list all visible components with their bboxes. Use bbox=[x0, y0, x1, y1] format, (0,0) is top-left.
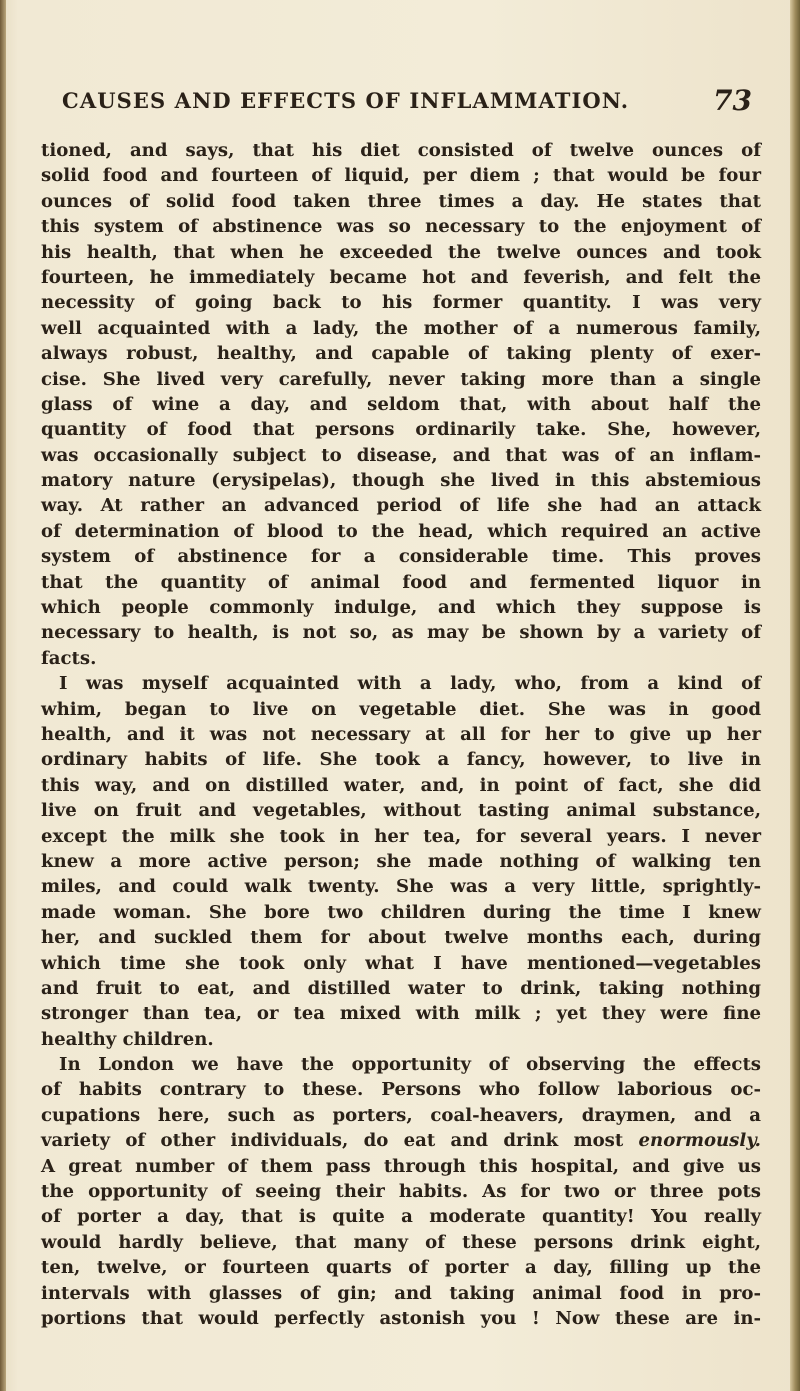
text-line: and fruit to eat, and distilled water to drink, taking nothing bbox=[41, 977, 761, 999]
text-line: ten, twelve, or fourteen quarts of porter a day, filling up the bbox=[41, 1257, 761, 1279]
text-line: ordinary habits of life. She took a fancy, however, to live in bbox=[41, 749, 761, 771]
text-line: tioned, and says, that his diet consisted of twelve ounces of bbox=[41, 140, 761, 161]
text-line: this way, and on distilled water, and, in point of fact, she did bbox=[41, 774, 761, 796]
text-line: ounces of solid food taken three times a day. He states that bbox=[41, 190, 761, 212]
text-line: portions that would perfectly astonish you ! Now these are in- bbox=[41, 1307, 761, 1329]
text-line: I was myself acquainted with a lady, who, from a kind of bbox=[59, 673, 761, 695]
text-line: cise. She lived very carefully, never taking more than a single bbox=[41, 368, 761, 390]
text-line: stronger than tea, or tea mixed with milk ; yet they were fine bbox=[41, 1003, 761, 1025]
text-line: cupations here, such as porters, coal-heavers, draymen, and a bbox=[41, 1104, 761, 1126]
text-line: her, and suckled them for about twelve months each, during bbox=[41, 927, 761, 949]
text-line: made woman. She bore two children during the time I knew bbox=[41, 901, 761, 923]
text-line-main: variety of other individuals, do eat and drink most bbox=[41, 1130, 624, 1152]
text-line: solid food and fourteen of liquid, per diem ; that would be four bbox=[41, 165, 761, 187]
page-left-edge bbox=[0, 0, 6, 1391]
text-line: facts. bbox=[41, 647, 97, 669]
body-text bbox=[41, 138, 761, 1331]
text-line: health, and it was not necessary at all for her to give up her bbox=[41, 723, 761, 745]
text-line: glass of wine a day, and seldom that, with about half the bbox=[41, 393, 761, 415]
text-line: necessity of going back to his former quantity. I was very bbox=[41, 292, 761, 314]
text-line: miles, and could walk twenty. She was a very little, sprightly- bbox=[41, 876, 761, 898]
text-line: knew a more active person; she made nothing of walking ten bbox=[41, 850, 761, 872]
text-line: way. At rather an advanced period of life she had an attack bbox=[41, 495, 761, 517]
text-line: system of abstinence for a considerable time. This proves bbox=[41, 546, 761, 568]
text-line: of porter a day, that is quite a moderate quantity! You really bbox=[41, 1206, 761, 1228]
text-line: whim, began to live on vegetable diet. She was in good bbox=[41, 698, 761, 720]
running-head: CAUSES AND EFFECTS OF INFLAMMATION. bbox=[62, 88, 630, 113]
text-line: this system of abstinence was so necessary to the enjoyment of bbox=[41, 216, 761, 238]
text-line: of determination of blood to the head, which required an active bbox=[41, 520, 761, 542]
text-line: matory nature (erysipelas), though she lived in this abstemious bbox=[41, 470, 761, 492]
text-line: healthy children. bbox=[41, 1028, 214, 1050]
text-line: well acquainted with a lady, the mother of a numerous family, bbox=[41, 317, 761, 339]
text-line: fourteen, he immediately became hot and feverish, and felt the bbox=[41, 266, 761, 288]
text-line: A great number of them pass through this hospital, and give us bbox=[41, 1155, 761, 1177]
text-line: necessary to health, is not so, as may be shown by a variety of bbox=[41, 622, 761, 644]
text-line: the opportunity of seeing their habits. As for two or three pots bbox=[41, 1181, 761, 1203]
emphasized-word: enormously. bbox=[638, 1130, 761, 1152]
text-line: was occasionally subject to disease, and that was of an inflam- bbox=[41, 444, 761, 466]
text-line: that the quantity of animal food and fermented liquor in bbox=[41, 571, 761, 593]
text-line: which people commonly indulge, and which they suppose is bbox=[41, 597, 761, 619]
text-line: In London we have the opportunity of observing the effects bbox=[59, 1054, 761, 1076]
text-line bbox=[41, 1128, 761, 1153]
page-number: 73 bbox=[713, 84, 752, 117]
text-line: quantity of food that persons ordinarily take. She, however, bbox=[41, 419, 761, 441]
text-line: intervals with glasses of gin; and taking animal food in pro- bbox=[41, 1282, 761, 1304]
text-line: live on fruit and vegetables, without tasting animal substance, bbox=[41, 800, 761, 822]
text-line: his health, that when he exceeded the twelve ounces and took bbox=[41, 241, 761, 263]
page-right-edge bbox=[790, 0, 800, 1391]
page-header bbox=[62, 84, 762, 120]
text-line: of habits contrary to these. Persons who follow laborious oc- bbox=[41, 1079, 761, 1101]
text-line: would hardly believe, that many of these persons drink eight, bbox=[41, 1231, 761, 1253]
text-line: always robust, healthy, and capable of taking plenty of exer- bbox=[41, 343, 761, 365]
text-line: except the milk she took in her tea, for several years. I never bbox=[41, 825, 761, 847]
text-line: which time she took only what I have mentioned—vegetables bbox=[41, 952, 761, 974]
